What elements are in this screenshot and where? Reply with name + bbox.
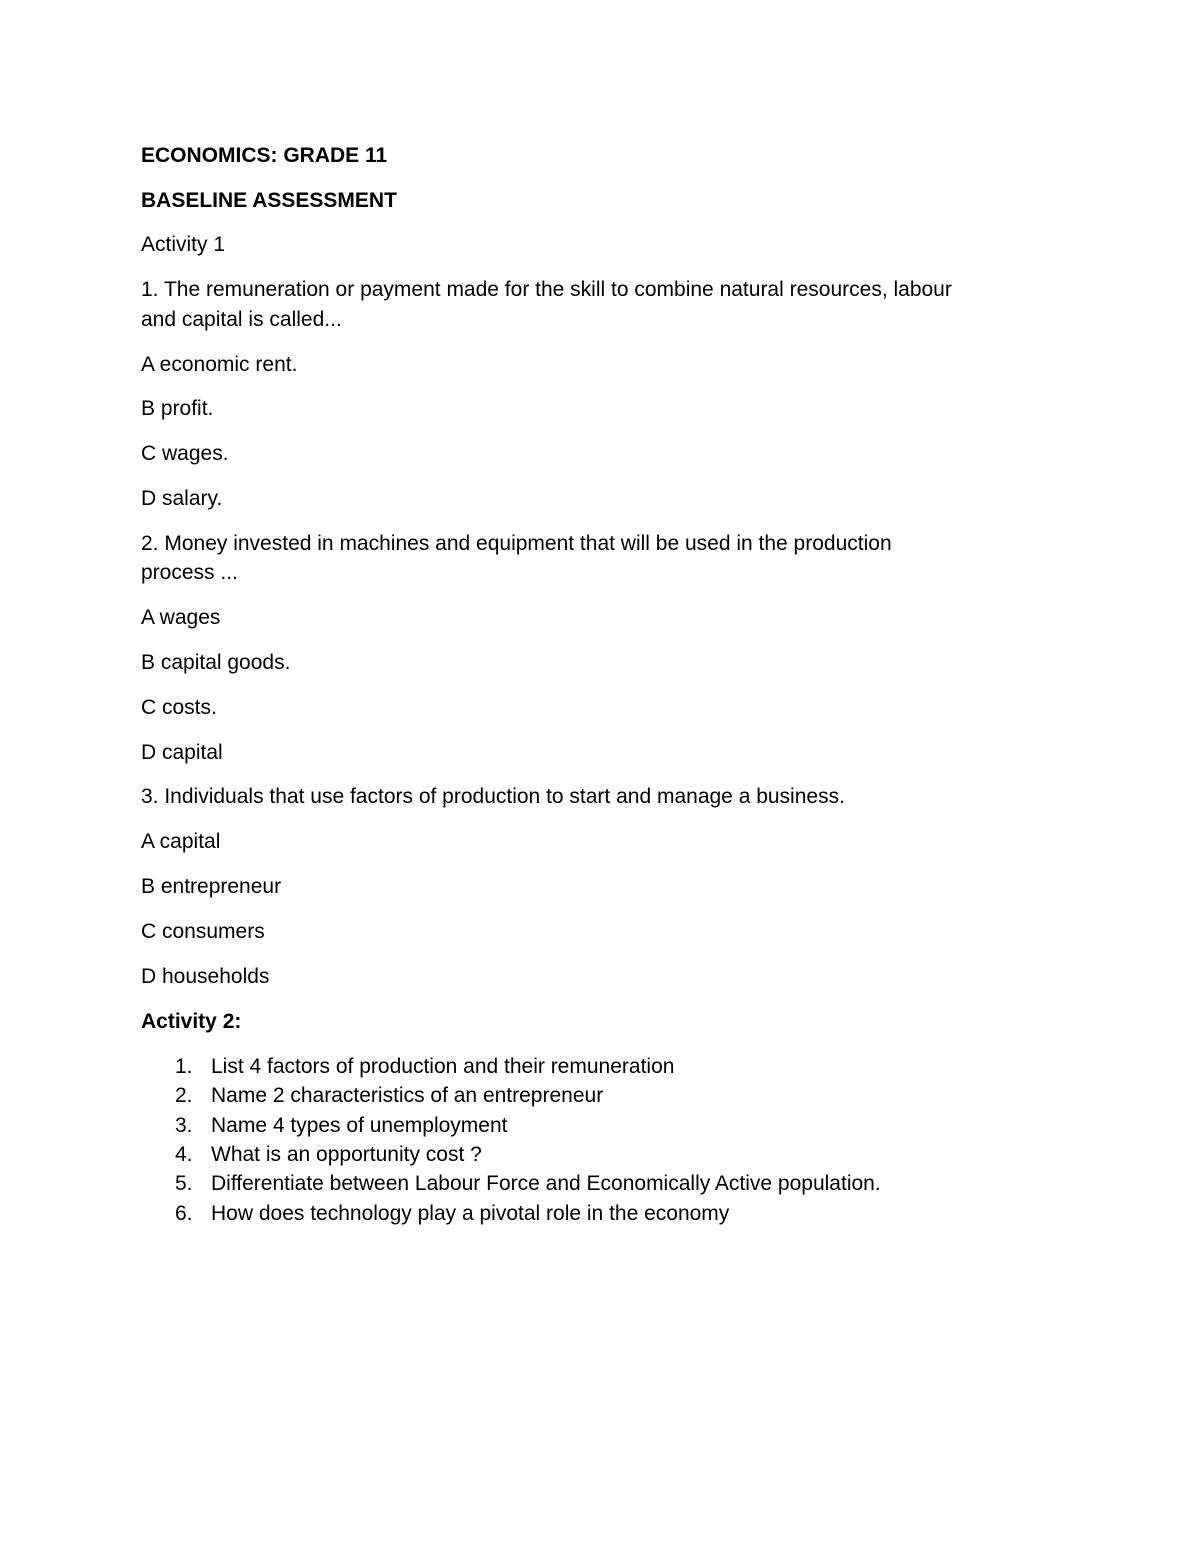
item-number: 3. — [175, 1114, 193, 1137]
item-text: Name 4 types of unemployment — [211, 1114, 508, 1137]
item-text: List 4 factors of production and their remuneration — [211, 1055, 675, 1078]
question-3-option-a: A capital — [141, 830, 221, 853]
item-number: 6. — [175, 1202, 193, 1225]
document-subtitle: BASELINE ASSESSMENT — [141, 189, 397, 212]
question-1-option-a: A economic rent. — [141, 353, 298, 376]
question-1-text: 1. The remuneration or payment made for the skill to combine natural resources, labour — [141, 278, 952, 301]
question-2-text-cont: process ... — [141, 561, 238, 584]
activity-2-item-4 — [175, 1141, 482, 1169]
question-3-option-d: D households — [141, 965, 270, 988]
activity-1-heading: Activity 1 — [141, 233, 226, 256]
question-2-text: 2. Money invested in machines and equipment that will be used in the production — [141, 532, 892, 555]
question-1-text-cont: and capital is called... — [141, 308, 342, 331]
question-1-option-c: C wages. — [141, 442, 229, 465]
question-2-option-a: A wages — [141, 606, 221, 629]
activity-2-item-3 — [175, 1112, 507, 1140]
activity-2-item-1 — [175, 1053, 674, 1081]
question-2-option-b: B capital goods. — [141, 651, 291, 674]
item-text: Name 2 characteristics of an entrepreneur — [211, 1084, 604, 1107]
item-number: 4. — [175, 1143, 193, 1166]
question-2-option-c: C costs. — [141, 696, 217, 719]
question-3-text: 3. Individuals that use factors of production to start and manage a business. — [141, 785, 845, 808]
activity-2-heading: Activity 2: — [141, 1010, 242, 1033]
item-text: What is an opportunity cost ? — [211, 1143, 482, 1166]
document-title: ECONOMICS: GRADE 11 — [141, 144, 388, 167]
question-1-option-d: D salary. — [141, 487, 223, 510]
activity-2-item-6 — [175, 1200, 729, 1228]
item-text: How does technology play a pivotal role in the economy — [211, 1202, 730, 1225]
question-3-option-c: C consumers — [141, 920, 265, 943]
item-text: Differentiate between Labour Force and Economically Active population. — [211, 1172, 881, 1195]
activity-2-item-5 — [175, 1170, 881, 1198]
question-3-option-b: B entrepreneur — [141, 875, 282, 898]
question-1-option-b: B profit. — [141, 397, 214, 420]
item-number: 1. — [175, 1055, 193, 1078]
question-2-option-d: D capital — [141, 741, 223, 764]
item-number: 5. — [175, 1172, 193, 1195]
item-number: 2. — [175, 1084, 193, 1107]
activity-2-item-2 — [175, 1082, 603, 1110]
